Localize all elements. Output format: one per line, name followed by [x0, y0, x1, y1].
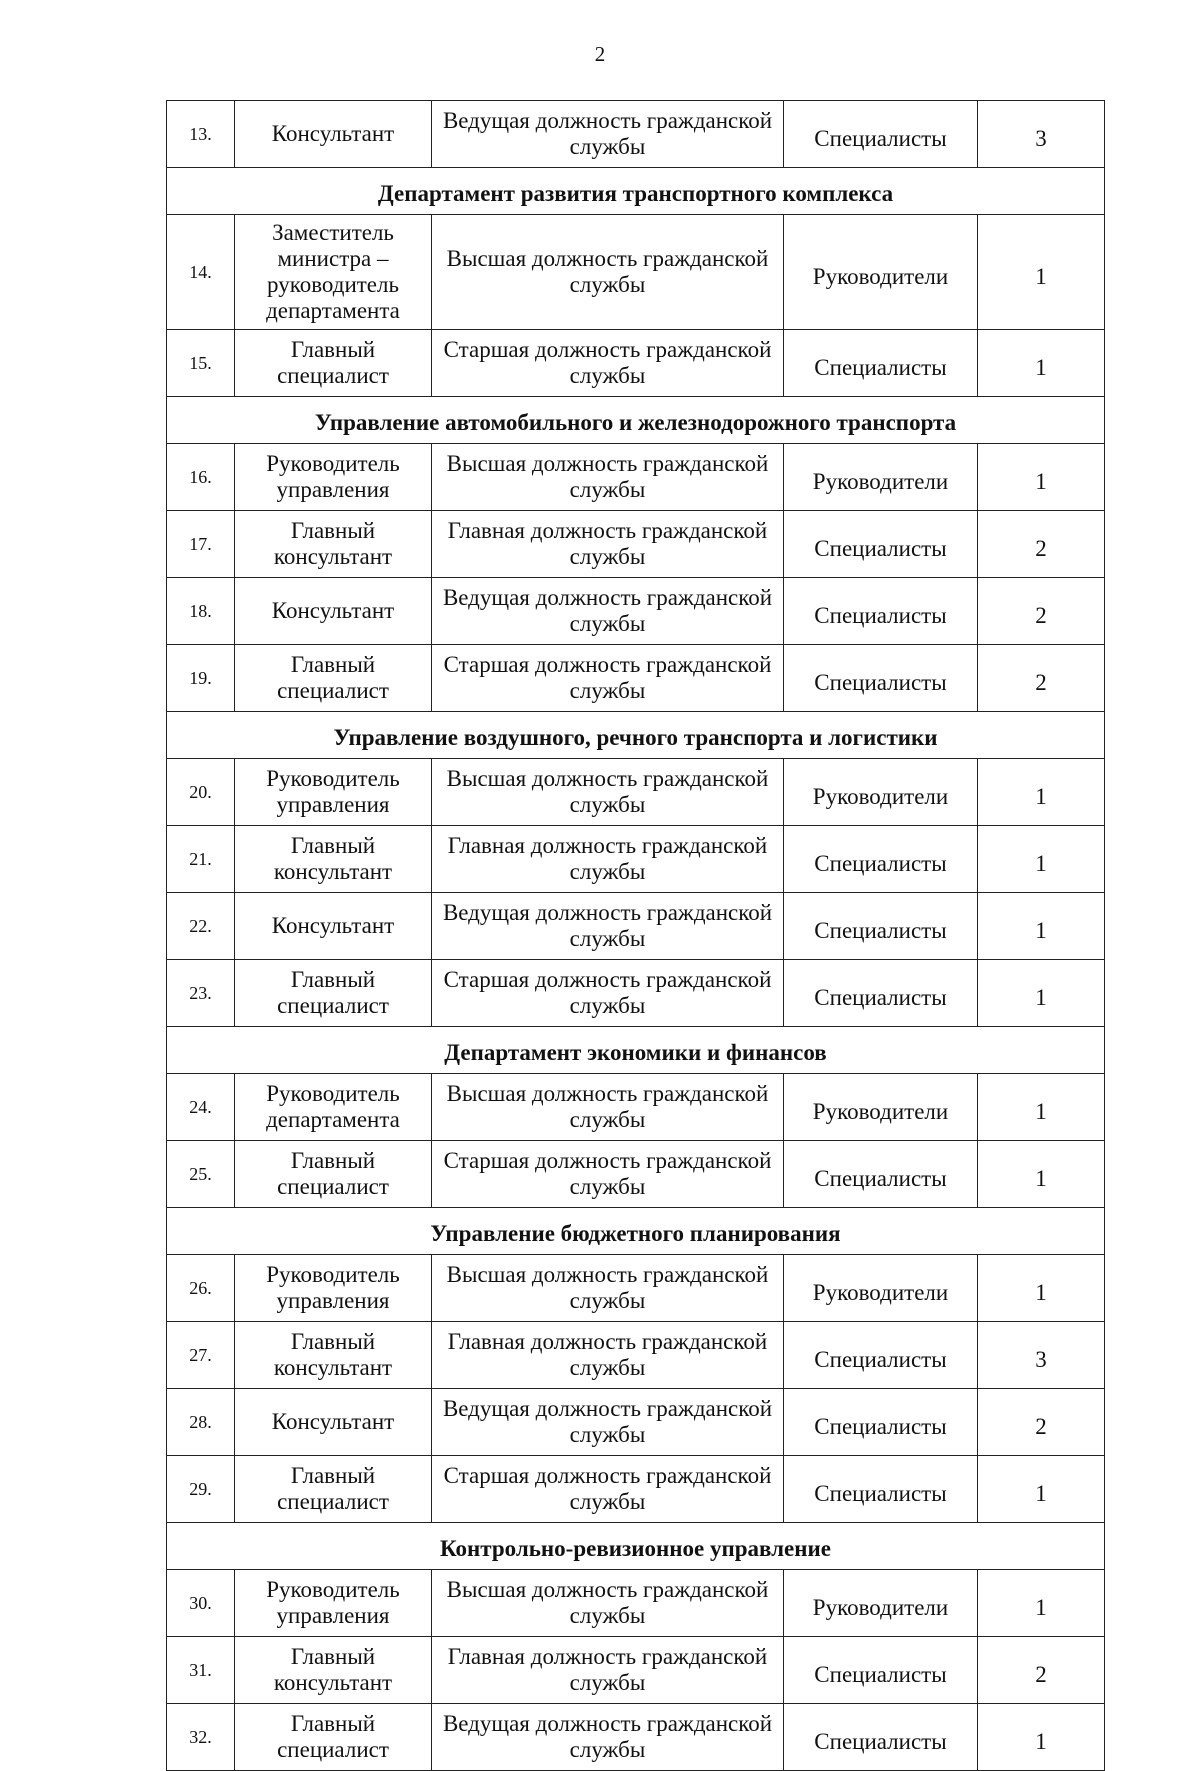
position-category: Руководители	[784, 759, 978, 826]
staff-count: 1	[978, 1255, 1105, 1322]
position-group: Ведущая должность гражданской службы	[432, 1389, 784, 1456]
row-number: 17.	[167, 511, 235, 578]
position-category: Специалисты	[784, 330, 978, 397]
position-category: Специалисты	[784, 1389, 978, 1456]
position-title: Консультант	[235, 1389, 432, 1456]
position-group: Главная должность гражданской службы	[432, 826, 784, 893]
position-title: Руководитель управления	[235, 444, 432, 511]
position-category: Специалисты	[784, 1322, 978, 1389]
page-number: 2	[594, 42, 606, 66]
row-number: 19.	[167, 645, 235, 712]
position-category: Руководители	[784, 1255, 978, 1322]
position-title: Главный консультант	[235, 1637, 432, 1704]
staff-count: 2	[978, 578, 1105, 645]
table-row	[167, 1141, 1105, 1208]
position-category: Специалисты	[784, 1704, 978, 1771]
staff-count: 1	[978, 826, 1105, 893]
position-title: Руководитель управления	[235, 759, 432, 826]
position-title: Главный специалист	[235, 1704, 432, 1771]
position-group: Ведущая должность гражданской службы	[432, 101, 784, 168]
position-title: Консультант	[235, 893, 432, 960]
position-category: Специалисты	[784, 578, 978, 645]
staff-count: 1	[978, 960, 1105, 1027]
staff-count: 2	[978, 645, 1105, 712]
row-number: 32.	[167, 1704, 235, 1771]
staff-count: 2	[978, 511, 1105, 578]
staff-count: 1	[978, 1570, 1105, 1637]
table-row	[167, 215, 1105, 330]
position-category: Специалисты	[784, 1637, 978, 1704]
table-row	[167, 1637, 1105, 1704]
table-row	[167, 1255, 1105, 1322]
row-number: 22.	[167, 893, 235, 960]
position-group: Ведущая должность гражданской службы	[432, 578, 784, 645]
table-row	[167, 826, 1105, 893]
table-row	[167, 511, 1105, 578]
section-title: Управление автомобильного и железнодорожного транспорта	[167, 397, 1105, 444]
position-category: Специалисты	[784, 960, 978, 1027]
position-group: Высшая должность гражданской службы	[432, 215, 784, 330]
position-group: Высшая должность гражданской службы	[432, 444, 784, 511]
staff-count: 3	[978, 1322, 1105, 1389]
section-title: Контрольно-ревизионное управление	[167, 1523, 1105, 1570]
position-group: Ведущая должность гражданской службы	[432, 893, 784, 960]
position-title: Главный специалист	[235, 960, 432, 1027]
position-title: Главный специалист	[235, 645, 432, 712]
position-title: Консультант	[235, 101, 432, 168]
section-header-row	[167, 1027, 1105, 1074]
row-number: 30.	[167, 1570, 235, 1637]
position-category: Руководители	[784, 1074, 978, 1141]
position-category: Специалисты	[784, 511, 978, 578]
table-row	[167, 330, 1105, 397]
staffing-table-body	[167, 101, 1105, 1771]
position-group: Старшая должность гражданской службы	[432, 960, 784, 1027]
position-title: Главный консультант	[235, 511, 432, 578]
section-title: Управление бюджетного планирования	[167, 1208, 1105, 1255]
table-row	[167, 759, 1105, 826]
row-number: 13.	[167, 101, 235, 168]
staff-count: 1	[978, 330, 1105, 397]
position-group: Главная должность гражданской службы	[432, 1637, 784, 1704]
staff-count: 1	[978, 1704, 1105, 1771]
position-group: Главная должность гражданской службы	[432, 511, 784, 578]
table-row	[167, 578, 1105, 645]
staffing-table	[166, 100, 1105, 1771]
position-category: Специалисты	[784, 1141, 978, 1208]
staff-count: 1	[978, 444, 1105, 511]
table-row	[167, 1074, 1105, 1141]
position-title: Главный специалист	[235, 330, 432, 397]
row-number: 24.	[167, 1074, 235, 1141]
staff-count: 2	[978, 1637, 1105, 1704]
table-row	[167, 1322, 1105, 1389]
section-header-row	[167, 712, 1105, 759]
section-header-row	[167, 1523, 1105, 1570]
position-category: Специалисты	[784, 645, 978, 712]
table-row	[167, 960, 1105, 1027]
position-group: Старшая должность гражданской службы	[432, 1456, 784, 1523]
row-number: 23.	[167, 960, 235, 1027]
position-category: Руководители	[784, 215, 978, 330]
section-title: Департамент развития транспортного комплекса	[167, 168, 1105, 215]
staff-count: 1	[978, 215, 1105, 330]
table-row	[167, 1389, 1105, 1456]
position-group: Ведущая должность гражданской службы	[432, 1704, 784, 1771]
position-title: Главный специалист	[235, 1141, 432, 1208]
staff-count: 1	[978, 1456, 1105, 1523]
position-group: Старшая должность гражданской службы	[432, 1141, 784, 1208]
row-number: 18.	[167, 578, 235, 645]
position-title: Руководитель управления	[235, 1570, 432, 1637]
position-title: Руководитель департамента	[235, 1074, 432, 1141]
section-title: Департамент экономики и финансов	[167, 1027, 1105, 1074]
staff-count: 1	[978, 1074, 1105, 1141]
position-group: Высшая должность гражданской службы	[432, 759, 784, 826]
table-row	[167, 1704, 1105, 1771]
position-category: Специалисты	[784, 101, 978, 168]
table-row	[167, 645, 1105, 712]
section-title: Управление воздушного, речного транспорта и логистики	[167, 712, 1105, 759]
position-title: Главный консультант	[235, 1322, 432, 1389]
position-group: Старшая должность гражданской службы	[432, 330, 784, 397]
row-number: 26.	[167, 1255, 235, 1322]
position-title: Главный специалист	[235, 1456, 432, 1523]
staff-count: 3	[978, 101, 1105, 168]
position-title: Заместитель министра – руководитель департамента	[235, 215, 432, 330]
position-group: Высшая должность гражданской службы	[432, 1074, 784, 1141]
table-row	[167, 1456, 1105, 1523]
row-number: 27.	[167, 1322, 235, 1389]
position-category: Специалисты	[784, 1456, 978, 1523]
row-number: 14.	[167, 215, 235, 330]
position-category: Руководители	[784, 444, 978, 511]
staff-count: 2	[978, 1389, 1105, 1456]
row-number: 21.	[167, 826, 235, 893]
table-row	[167, 893, 1105, 960]
table-row	[167, 101, 1105, 168]
position-category: Специалисты	[784, 893, 978, 960]
position-title: Руководитель управления	[235, 1255, 432, 1322]
row-number: 20.	[167, 759, 235, 826]
position-group: Высшая должность гражданской службы	[432, 1570, 784, 1637]
position-group: Высшая должность гражданской службы	[432, 1255, 784, 1322]
table-row	[167, 1570, 1105, 1637]
section-header-row	[167, 1208, 1105, 1255]
staff-count: 1	[978, 759, 1105, 826]
row-number: 31.	[167, 1637, 235, 1704]
row-number: 25.	[167, 1141, 235, 1208]
position-group: Главная должность гражданской службы	[432, 1322, 784, 1389]
position-group: Старшая должность гражданской службы	[432, 645, 784, 712]
section-header-row	[167, 168, 1105, 215]
row-number: 16.	[167, 444, 235, 511]
section-header-row	[167, 397, 1105, 444]
row-number: 29.	[167, 1456, 235, 1523]
row-number: 15.	[167, 330, 235, 397]
position-category: Специалисты	[784, 826, 978, 893]
position-category: Руководители	[784, 1570, 978, 1637]
staff-count: 1	[978, 893, 1105, 960]
table-row	[167, 444, 1105, 511]
position-title: Главный консультант	[235, 826, 432, 893]
position-title: Консультант	[235, 578, 432, 645]
row-number: 28.	[167, 1389, 235, 1456]
staff-count: 1	[978, 1141, 1105, 1208]
